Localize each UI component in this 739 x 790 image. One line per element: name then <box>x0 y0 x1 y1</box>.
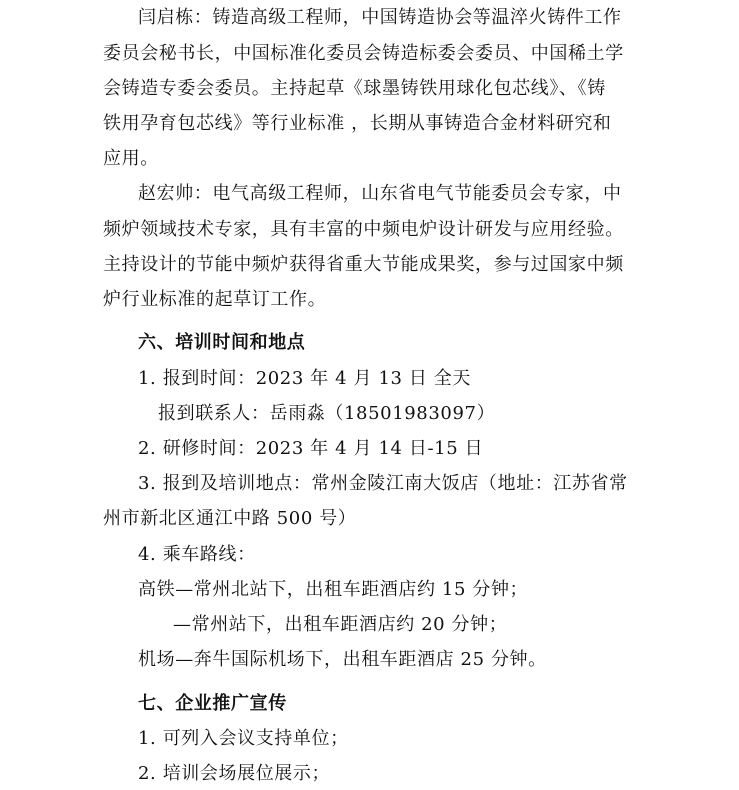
bio-zhao-line-3: 主持设计的节能中频炉获得省重大节能成果奖，参与过国家中频 <box>103 254 624 275</box>
bio-zhao-line-1: 赵宏帅：电气高级工程师，山东省电气节能委员会专家，中 <box>138 183 622 204</box>
route-airport: 机场—奔牛国际机场下，出租车距酒店 25 分钟。 <box>138 649 547 670</box>
promo-item-2: 2. 培训会场展位展示； <box>138 763 331 784</box>
promo-item-1: 1. 可列入会议支持单位； <box>138 728 349 749</box>
route-changzhou-station: —常州站下，出租车距酒店约 20 分钟； <box>173 614 508 635</box>
item-checkin-time: 1. 报到时间：2023 年 4 月 13 日 全天 <box>138 368 471 389</box>
bio-zhao-line-2: 频炉领域技术专家，具有丰富的中频电炉设计研发与应用经验。 <box>103 219 624 240</box>
section-heading-training-time-place: 六、培训时间和地点 <box>138 332 306 353</box>
item-training-time: 2. 研修时间：2023 年 4 月 14 日-15 日 <box>138 438 484 459</box>
item-location-line-2: 州市新北区通江中路 500 号） <box>103 508 357 529</box>
bio-yan-line-5: 应用。 <box>103 148 159 169</box>
bio-zhao-line-4: 炉行业标准的起草订工作。 <box>103 289 327 310</box>
item-transport-route: 4. 乘车路线： <box>138 544 256 565</box>
bio-yan-line-4: 铁用孕育包芯线》等行业标准 ，长期从事铸造合金材料研究和 <box>103 113 612 134</box>
item-checkin-contact: 报到联系人：岳雨淼（18501983097） <box>158 403 496 424</box>
bio-yan-line-2: 委员会秘书长，中国标准化委员会铸造标委会委员、中国稀土学 <box>103 43 624 64</box>
route-high-speed-rail: 高铁—常州北站下，出租车距酒店约 15 分钟； <box>138 579 529 600</box>
section-heading-promotion: 七、企业推广宣传 <box>138 693 287 714</box>
bio-yan-line-1: 闫启栋：铸造高级工程师，中国铸造协会等温淬火铸件工作 <box>138 7 622 28</box>
item-location-line-1: 3. 报到及培训地点：常州金陵江南大饭店（地址：江苏省常 <box>138 473 628 494</box>
bio-yan-line-3: 会铸造专委会委员。主持起草《球墨铸铁用球化包芯线》、《铸 <box>103 78 606 99</box>
